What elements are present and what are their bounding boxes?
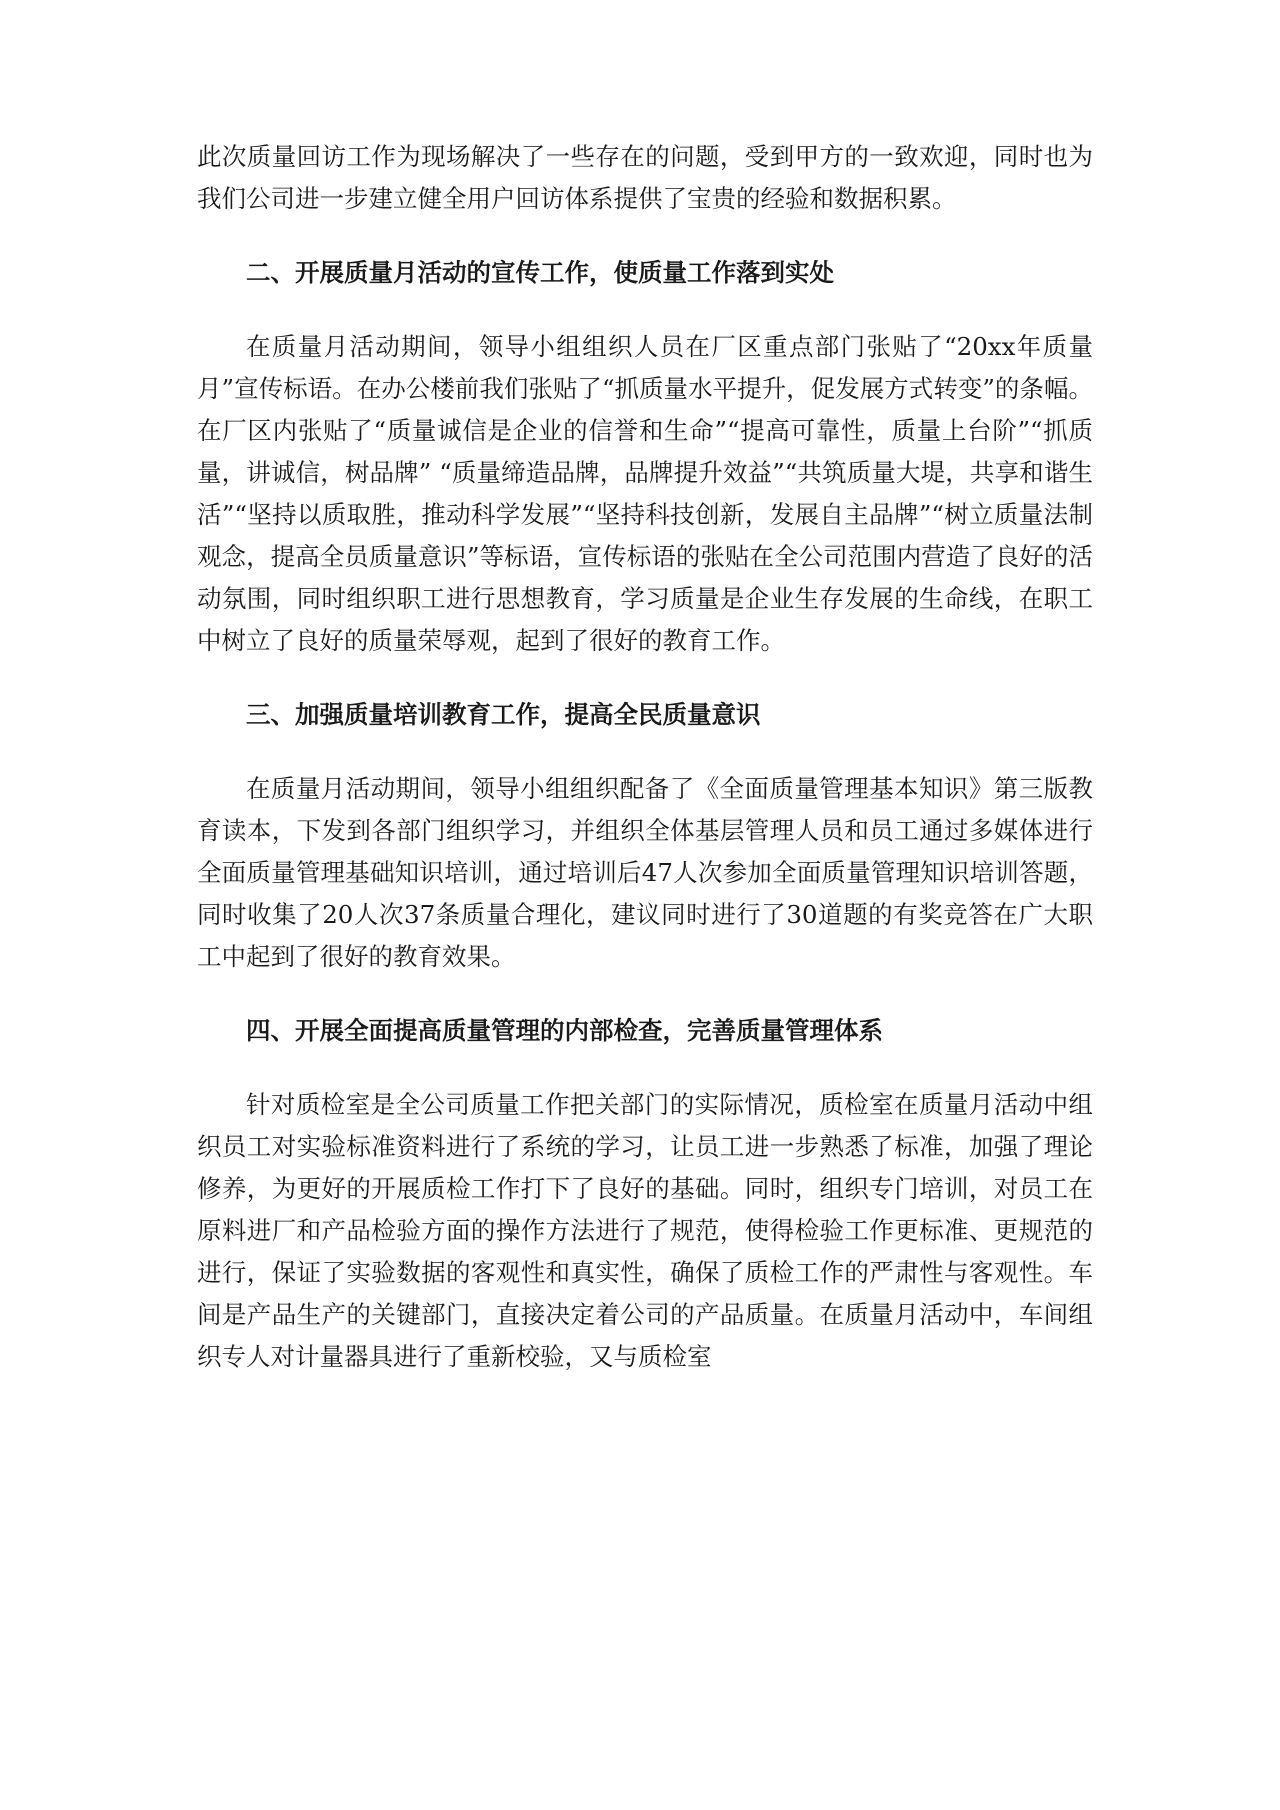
section-body-2: 在质量月活动期间，领导小组组织人员在厂区重点部门张贴了“20xx年质量月”宣传标语。在办公楼前我们张贴了“抓质量水平提升，促发展方式转变”的条幅。在厂区内张贴了“质量诚信是企业的信誉和生命”“提高可靠性，质量上台阶”“抓质量，讲诚信，树品牌” “质量缔造品牌，品牌提升效益”“共筑质量大堤，共享和谐生活”“坚持以质取胜，推动科学发展”“坚持科技创新，发展自主品牌”“树立质量法制观念，提高全员质量意识”等标语，宣传标语的张贴在全公司范围内营造了良好的活动氛围，同时组织职工进行思想教育，学习质量是企业生存发展的生命线，在职工中树立了良好的质量荣辱观，起到了很好的教育工作。 xyxy=(197,332,1093,655)
section-heading-2: 二、开展质量月活动的宣传工作，使质量工作落到实处 xyxy=(246,258,834,287)
section-body-3: 在质量月活动期间，领导小组组织配备了《全面质量管理基本知识》第三版教育读本，下发到各部门组织学习，并组织全体基层管理人员和员工通过多媒体进行全面质量管理基础知识培训，通过培训后47人次参加全面质量管理知识培训答题，同时收集了20人次37条质量合理化，建议同时进行了30道题的有奖竞答在广大职工中起到了很好的教育效果。 xyxy=(197,774,1093,971)
section-heading-4: 四、开展全面提高质量管理的内部检查，完善质量管理体系 xyxy=(246,1016,883,1045)
section-heading-3: 三、加强质量培训教育工作，提高全民质量意识 xyxy=(246,700,761,729)
section-body-4: 针对质检室是全公司质量工作把关部门的实际情况，质检室在质量月活动中组织员工对实验标准资料进行了系统的学习，让员工进一步熟悉了标准，加强了理论修养，为更好的开展质检工作打下了良好的基础。同时，组织专门培训，对员工在原料进厂和产品检验方面的操作方法进行了规范，使得检验工作更标准、更规范的进行，保证了实验数据的客观性和真实性，确保了质检工作的严肃性与客观性。车间是产品生产的关键部门，直接决定着公司的产品质量。在质量月活动中，车间组织专人对计量器具进行了重新校验，又与质检室 xyxy=(197,1090,1093,1371)
intro-paragraph: 此次质量回访工作为现场解决了一些存在的问题，受到甲方的一致欢迎，同时也为我们公司进一步建立健全用户回访体系提供了宝贵的经验和数据积累。 xyxy=(197,142,1093,213)
document-body xyxy=(197,136,1093,1378)
